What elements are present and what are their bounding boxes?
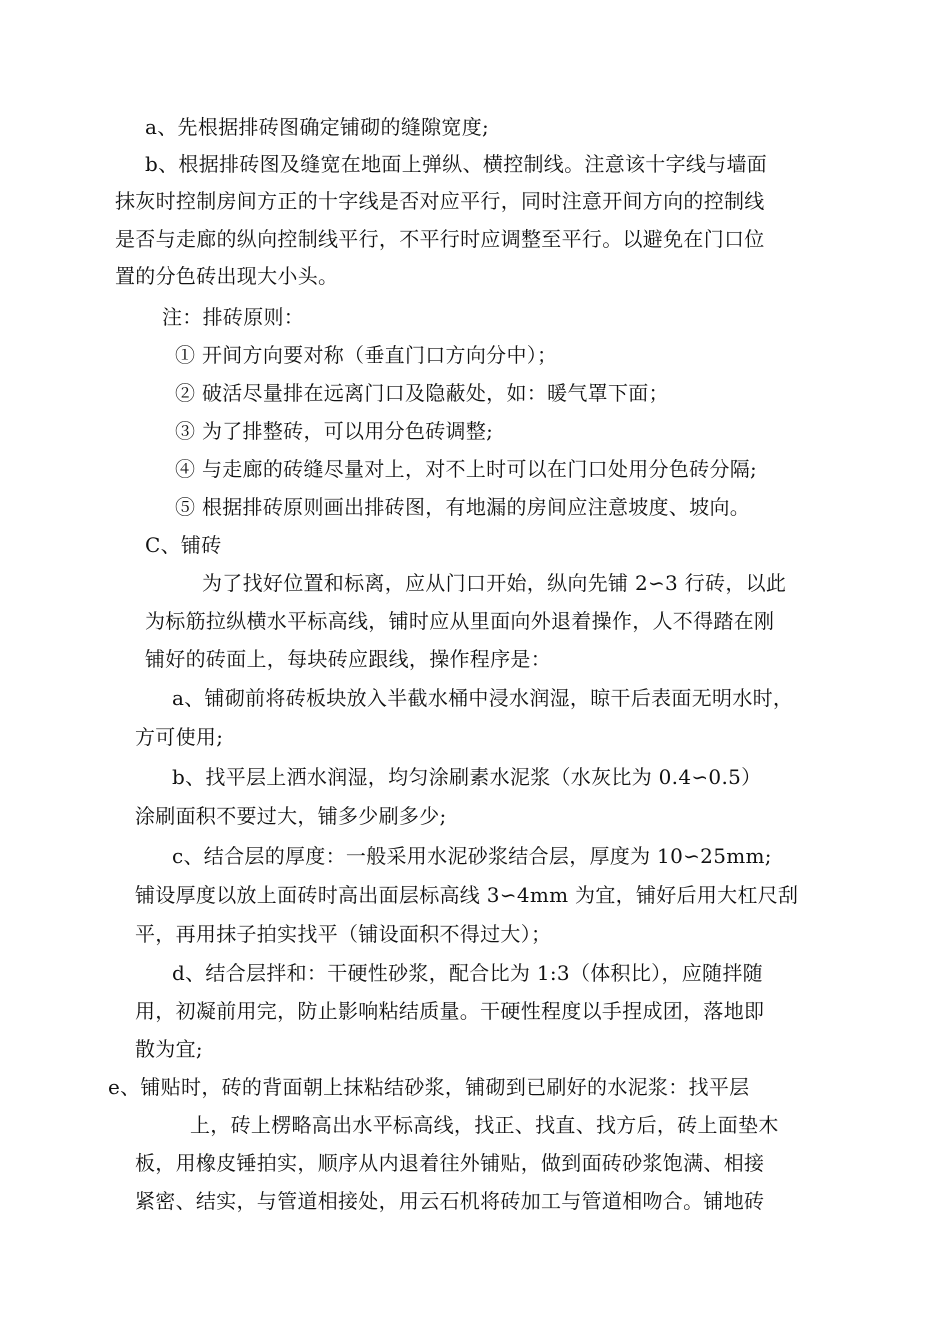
text-line: e、铺贴时，砖的背面朝上抹粘结砂浆，铺砌到已刷好的水泥浆：找平层 bbox=[108, 1075, 750, 1099]
text-line: C、铺砖 bbox=[145, 533, 222, 557]
text-line: 涂刷面积不要过大，铺多少刷多少; bbox=[135, 804, 447, 828]
text-line: 置的分色砖出现大小头。 bbox=[115, 264, 339, 288]
text-line: 方可使用; bbox=[135, 725, 224, 749]
text-line: c、结合层的厚度：一般采用水泥砂浆结合层，厚度为 10∽25mm; bbox=[172, 844, 772, 868]
text-line: 铺好的砖面上，每块砖应跟线，操作程序是： bbox=[145, 647, 551, 671]
text-line: 是否与走廊的纵向控制线平行，不平行时应调整至平行。以避免在门口位 bbox=[115, 227, 765, 251]
text-line: 用，初凝前用完，防止影响粘结质量。干硬性程度以手捏成团，落地即 bbox=[135, 999, 765, 1023]
text-line: ④ 与走廊的砖缝尽量对上，对不上时可以在门口处用分色砖分隔; bbox=[175, 457, 758, 481]
text-line: b、找平层上洒水润湿，均匀涂刷素水泥浆（水灰比为 0.4∽0.5） bbox=[172, 765, 762, 789]
text-line: ③ 为了排整砖，可以用分色砖调整; bbox=[175, 419, 494, 443]
text-line: ② 破活尽量排在远离门口及隐蔽处，如：暖气罩下面； bbox=[175, 381, 669, 405]
text-line: 上，砖上楞略高出水平标高线，找正、找直、找方后，砖上面垫木 bbox=[190, 1113, 779, 1137]
text-line: 为了找好位置和标离，应从门口开始，纵向先铺 2∽3 行砖，以此 bbox=[202, 571, 787, 595]
text-line: 紧密、结实，与管道相接处，用云石机将砖加工与管道相吻合。铺地砖 bbox=[135, 1189, 765, 1213]
text-line: 注：排砖原则： bbox=[162, 305, 305, 329]
text-line: d、结合层拌和：干硬性砂浆，配合比为 1:3（体积比），应随拌随 bbox=[172, 961, 763, 985]
text-line: a、先根据排砖图确定铺砌的缝隙宽度; bbox=[145, 115, 490, 139]
text-line: 板，用橡皮锤拍实，顺序从内退着往外铺贴，做到面砖砂浆饱满、相接 bbox=[135, 1151, 765, 1175]
text-line: ① 开间方向要对称（垂直门口方向分中）； bbox=[175, 343, 558, 367]
text-line: 散为宜; bbox=[135, 1037, 203, 1061]
text-line: 铺设厚度以放上面砖时高出面层标高线 3∽4mm 为宜，铺好后用大杠尺刮 bbox=[135, 883, 799, 907]
text-line: ⑤ 根据排砖原则画出排砖图，有地漏的房间应注意坡度、坡向。 bbox=[175, 495, 751, 519]
text-line: b、根据排砖图及缝宽在地面上弹纵、横控制线。注意该十字线与墙面 bbox=[145, 152, 768, 176]
text-line: 抹灰时控制房间方正的十字线是否对应平行，同时注意开间方向的控制线 bbox=[115, 189, 765, 213]
text-line: a、铺砌前将砖板块放入半截水桶中浸水润湿，晾干后表面无明水时， bbox=[172, 686, 794, 710]
text-line: 为标筋拉纵横水平标高线，铺时应从里面向外退着操作，人不得踏在刚 bbox=[145, 609, 775, 633]
text-line: 平，再用抹子拍实找平（铺设面积不得过大）； bbox=[135, 922, 552, 946]
